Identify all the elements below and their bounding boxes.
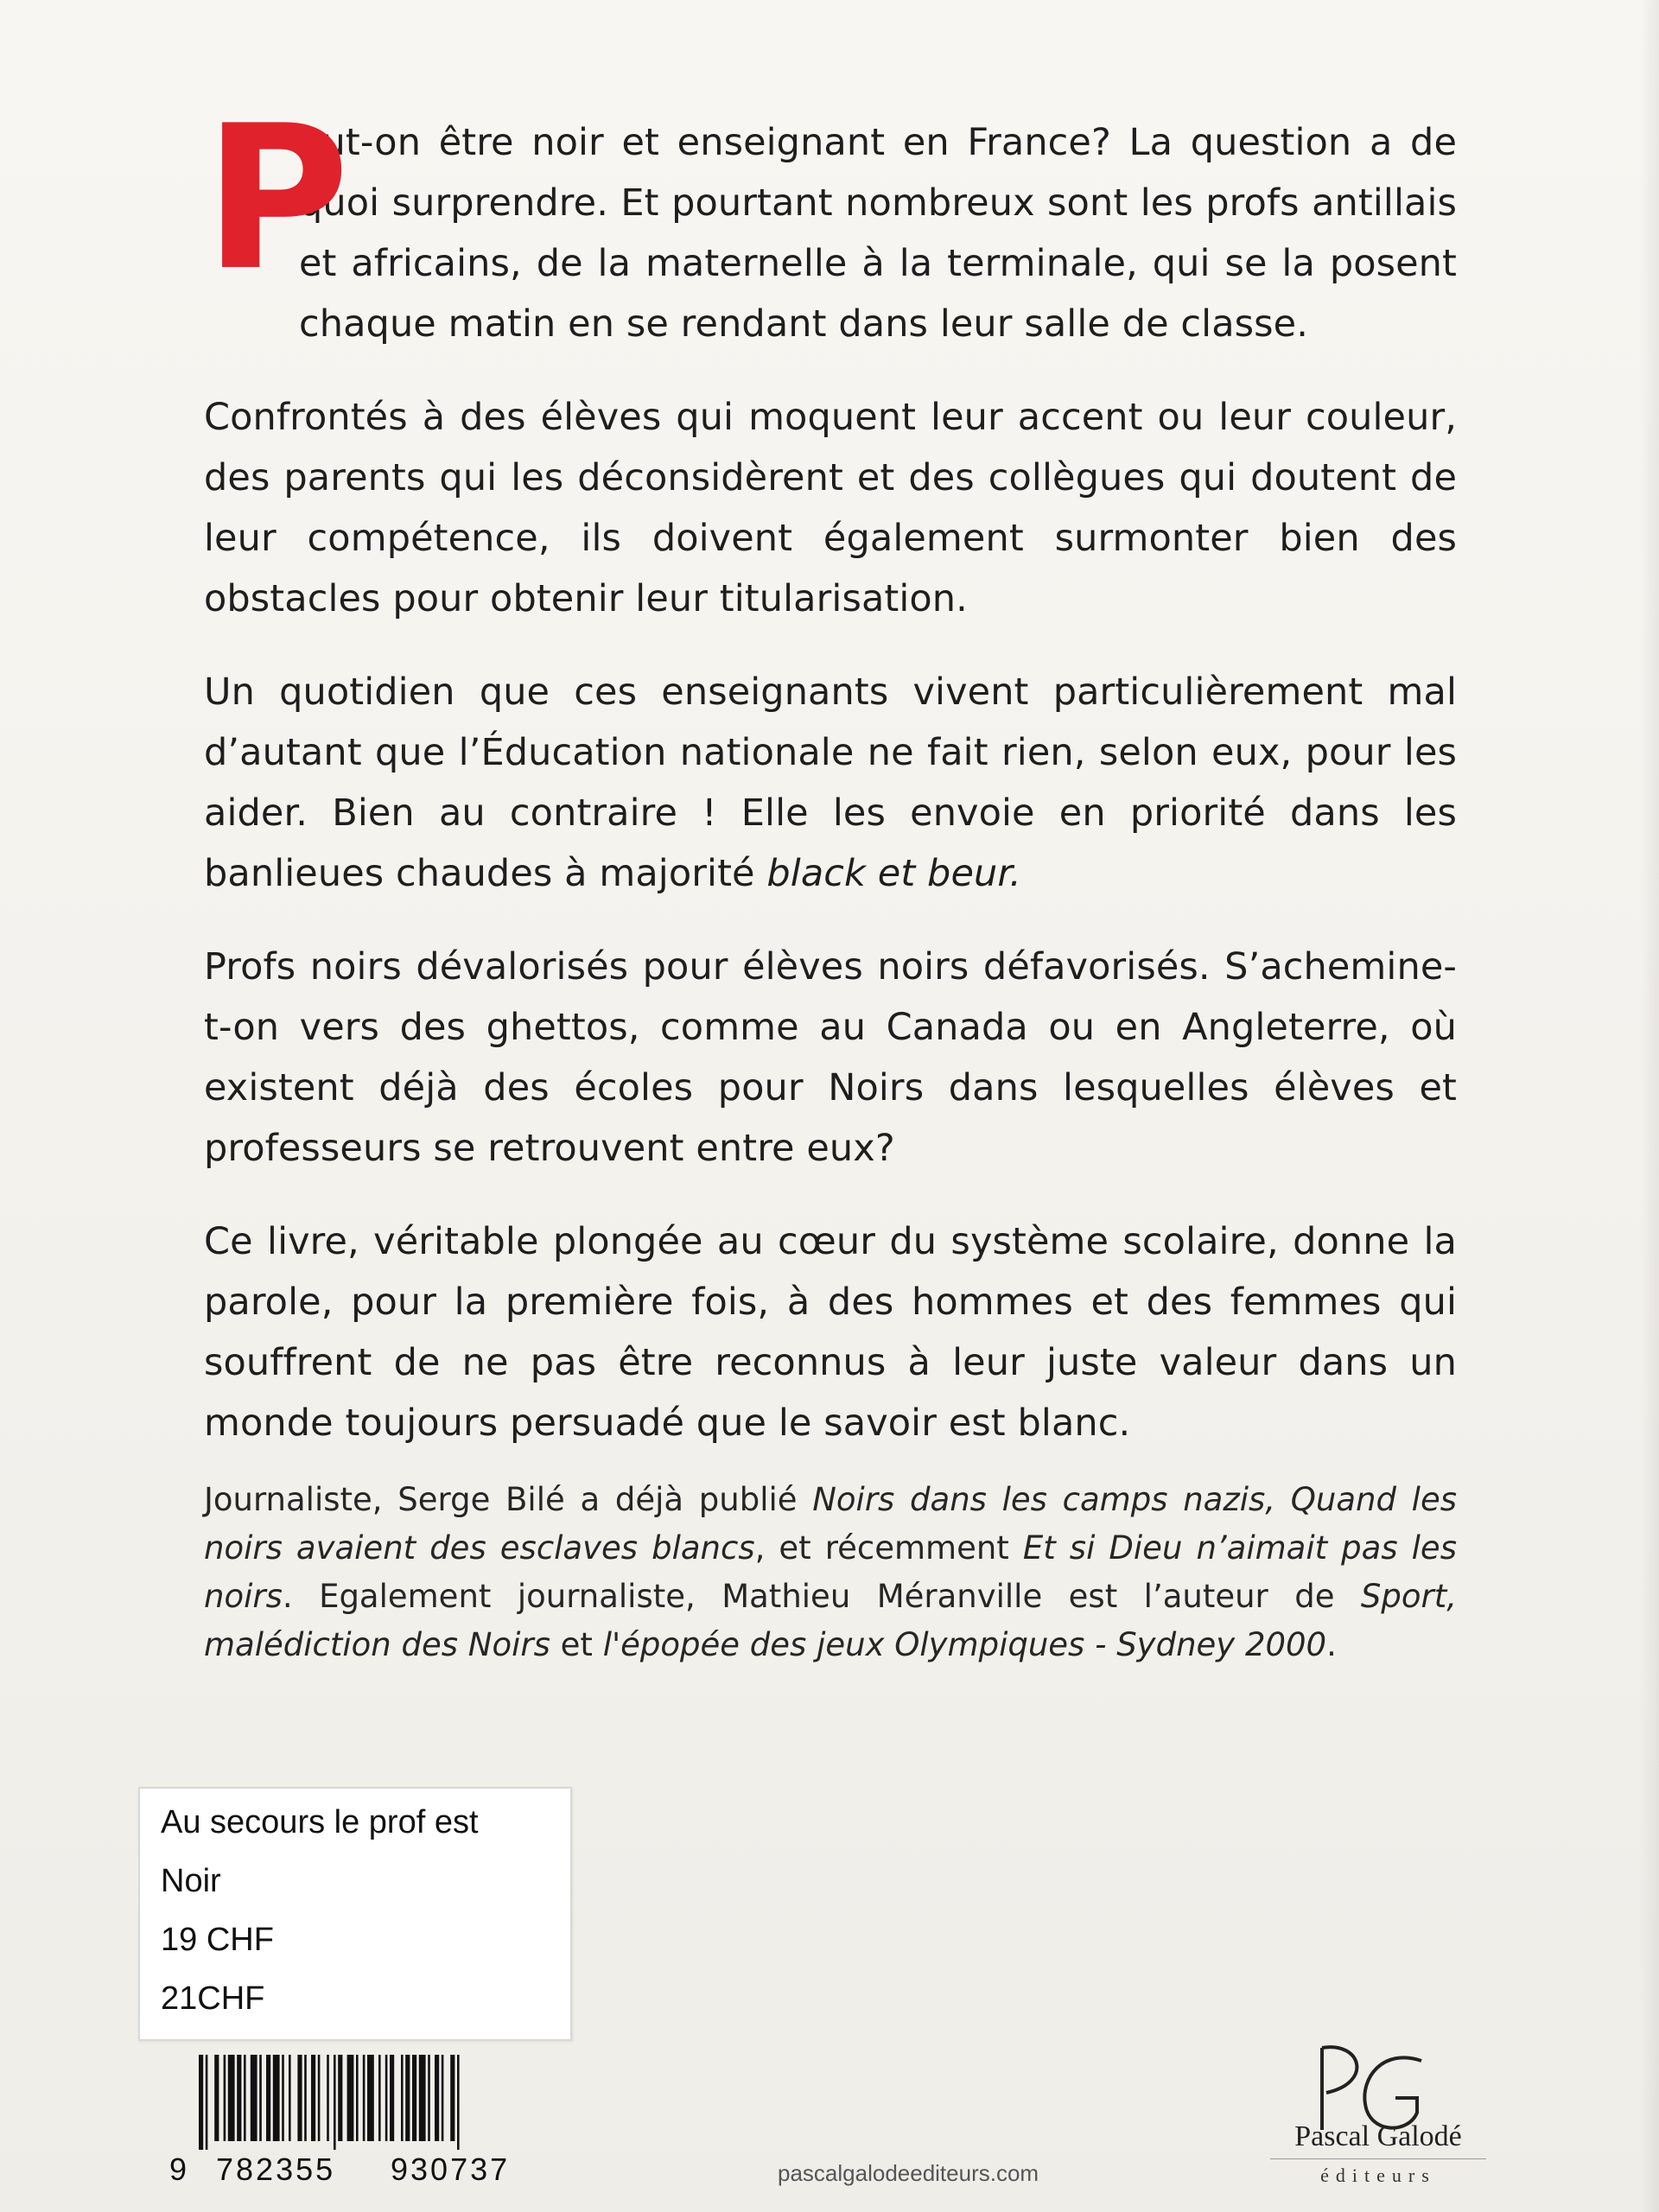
page-edge-shadow (1640, 0, 1659, 2212)
barcode-group-1: 782355 (216, 2152, 336, 2187)
barcode-bar (405, 2055, 410, 2141)
sticker-price-old: 19 CHF (161, 1922, 274, 1958)
bio-text-2: , et récemment (754, 1529, 1023, 1567)
barcode-bar (367, 2055, 374, 2141)
paragraph-5: Ce livre, véritable plongée au cœur du système scolaire, donne la parole, pour la première fois, à des hommes et des femmes qui souffrent de ne pas être reconnus à leur juste valeur dans un monde toujours persuadé que le savoir est blanc. (204, 1220, 1457, 1445)
barcode-bar (390, 2055, 394, 2141)
publisher-name: Pascal Galodé (1294, 2120, 1462, 2152)
barcode-bar (457, 2055, 460, 2150)
paragraph-1-text: eut-on être noir et enseignant en France? La question a de quoi surprendre. Et pourtant nombreux sont les profs antillais et africains, de la maternelle à la terminale, qui se la posent chaque matin en se rendant dans leur salle de classe. (299, 121, 1457, 346)
barcode-bar (385, 2055, 388, 2141)
barcode-bar (237, 2055, 241, 2141)
sticker-title-line-1: Au secours le prof est (161, 1804, 479, 1840)
barcode-bar (450, 2055, 454, 2141)
barcode-bar (206, 2055, 208, 2150)
barcode-bar (224, 2055, 226, 2141)
barcode-bar (338, 2055, 342, 2141)
sticker-title-line-2: Noir (161, 1863, 221, 1899)
barcode-bar (228, 2055, 235, 2141)
publisher-website: pascalgalodeediteurs.com (778, 2160, 1039, 2186)
paragraph-2: Confrontés à des élèves qui moquent leur accent ou leur couleur, des parents qui les déconsidèrent et des collègues qui doutent de leur compétence, ils doivent également surmonter bien des obstacles pour obtenir leur titularisation. (204, 396, 1457, 620)
barcode-bar (327, 2055, 329, 2141)
paragraph-4: Profs noirs dévalorisés pour élèves noirs défavorisés. S’achemine-t-on vers des ghettos, comme au Canada ou en Angleterre, où existent déjà des écoles pour Noirs dans lesquelles élèves et professeurs se retrouvent entre eux? (204, 945, 1457, 1170)
barcode-bar (412, 2055, 416, 2141)
barcode-bar (318, 2055, 321, 2141)
paragraph-3 (204, 662, 1457, 904)
barcode-bar (199, 2055, 203, 2150)
bio-italic-3: Sport, malédiction des Noirs (204, 1578, 1457, 1663)
barcode-bar (304, 2055, 307, 2141)
barcode (199, 2055, 562, 2150)
barcode-bar (442, 2055, 444, 2141)
barcode-bar (282, 2055, 284, 2141)
barcode-bar (435, 2055, 439, 2141)
author-bio (204, 1476, 1457, 1669)
barcode-bar (334, 2055, 336, 2150)
barcode-bar (273, 2055, 280, 2141)
barcode-bar (251, 2055, 257, 2141)
paragraph-3-text: Un quotidien que ces enseignants vivent particulièrement mal d’autant que l’Éducation nationale ne fait rien, selon eux, pour les aider. Bien au contraire ! Elle les envoie en priorité dans les banlieues chaudes à majorité (204, 671, 1457, 895)
barcode-bar (363, 2055, 365, 2141)
barcode-bar (419, 2055, 426, 2141)
sticker-price-new: 21CHF (161, 1980, 265, 2017)
publisher-subtitle: éditeurs (1320, 2164, 1436, 2186)
publisher-rule (1270, 2158, 1486, 2159)
blurb (204, 84, 1457, 1486)
paragraph-1 (204, 84, 1457, 354)
bio-text-4: et (550, 1626, 603, 1663)
bio-italic-1: Noirs dans les camps nazis, Quand les noirs avaient des esclaves blancs (204, 1481, 1457, 1567)
barcode-bar (311, 2055, 315, 2141)
barcode-bar (244, 2055, 246, 2141)
barcode-bar (297, 2055, 302, 2141)
barcode-first-digit: 9 (169, 2152, 190, 2187)
barcode-bar (214, 2055, 219, 2141)
barcode-bar (266, 2055, 270, 2141)
drop-cap: P (204, 84, 350, 315)
barcode-bar (259, 2055, 262, 2141)
barcode-bar (356, 2055, 359, 2141)
barcode-bar (347, 2055, 354, 2141)
barcode-group-2: 930737 (391, 2152, 511, 2187)
bio-italic-4: l'épopée des jeux Olympiques - Sydney 2000 (602, 1626, 1327, 1663)
barcode-bar (378, 2055, 381, 2141)
price-sticker (138, 1787, 572, 2041)
paragraph-3-italic: black et beur. (766, 852, 1021, 895)
barcode-bar (289, 2055, 291, 2141)
bio-italic-2: Et si Dieu n’aimait pas les noirs (204, 1529, 1457, 1615)
barcode-bar (401, 2055, 404, 2141)
bio-text-5: . (1326, 1626, 1337, 1663)
bio-text-1: Journaliste, Serge Bilé a déjà publié (204, 1481, 813, 1518)
barcode-bar (428, 2055, 430, 2141)
bio-text-3: . Egalement journaliste, Mathieu Méranville est l’auteur de (282, 1578, 1361, 1615)
